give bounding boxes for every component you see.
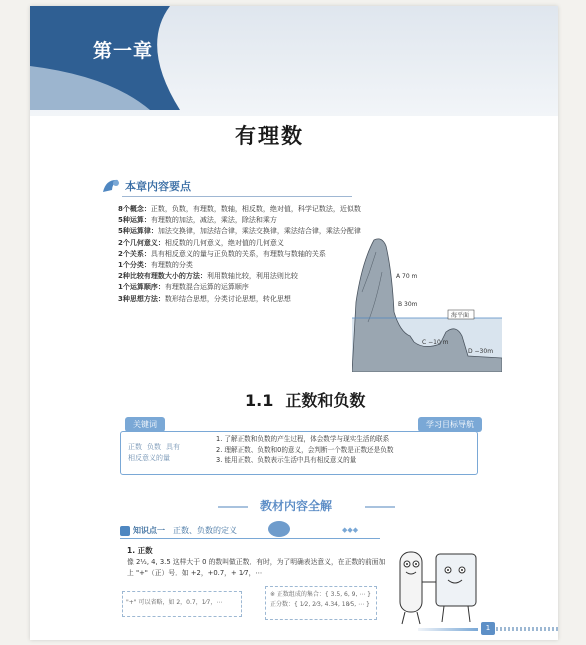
banner-left-rule <box>218 506 248 508</box>
keyword: 正数 <box>128 443 142 451</box>
footer-bar <box>418 628 478 631</box>
summary-row-label: 1个运算顺序： <box>118 283 165 292</box>
summary-row-label: 2种比较有理数大小的方法： <box>118 272 207 281</box>
difficulty-dots: ◆◆◆ <box>342 526 359 534</box>
content-banner: 教材内容全解 <box>260 499 333 513</box>
section-number: 1.1 <box>245 391 274 410</box>
keyword: 负数 <box>147 443 161 451</box>
summary-row <box>118 226 368 237</box>
definition-title: 1. 正数 <box>127 546 153 555</box>
summary-row-text: 相反数的几何意义，绝对值的几何意义 <box>164 238 284 247</box>
summary-row-label: 3种思想方法： <box>118 294 165 303</box>
summary-row <box>118 282 368 293</box>
label-d: D −30m <box>468 348 494 355</box>
mascot-icon <box>100 176 122 196</box>
summary-row-text: 利用数轴比较，利用法则比较 <box>206 272 298 281</box>
summary-row-text: 具有相反意义的量与正负数的关系，有理数与数轴的关系 <box>150 249 326 258</box>
summary-row-text: 加法交换律，加法结合律，乘法交换律，乘法结合律，乘法分配律 <box>157 227 361 236</box>
summary-row-label: 5种运算律： <box>118 227 158 236</box>
summary-row-label: 2个几何意义： <box>118 238 165 247</box>
goals-list <box>216 434 393 466</box>
summary-row <box>118 204 368 215</box>
summary-row-text: 有理数的分类 <box>150 261 193 270</box>
summary-row-text: 有理数混合运算的运算顺序 <box>164 283 249 292</box>
summary-row-label: 1个分类： <box>118 261 151 270</box>
badge-icon <box>268 521 290 537</box>
summary-row <box>118 238 368 249</box>
summary-row-text: 有理数的加法，减法，乘法，除法和乘方 <box>150 216 277 225</box>
summary-divider <box>122 196 352 197</box>
summary-row <box>118 260 368 271</box>
summary-row <box>118 294 368 305</box>
cartoon-characters-illustration <box>392 542 492 626</box>
arrow-icon <box>120 526 130 536</box>
chapter-title: 有理数 <box>235 124 304 148</box>
textbook-page <box>30 6 558 640</box>
section-name: 正数和负数 <box>285 391 366 410</box>
goal-item: 2. 理解正数、负数和0的意义，会判断一个数是正数还是负数 <box>216 445 394 454</box>
goal-item: 3. 能用正数、负数表示生活中具有相反意义的量 <box>216 456 357 464</box>
summary-row <box>118 215 368 226</box>
cliff-sea-level-figure <box>352 232 502 372</box>
page-number: 1 <box>481 622 495 635</box>
summary-heading-text: 本章内容要点 <box>125 180 191 193</box>
section-title <box>245 388 365 411</box>
summary-row <box>118 271 368 282</box>
label-sea-level: 海平面 <box>451 312 470 319</box>
goals-tab: 学习目标导航 <box>418 417 482 432</box>
summary-row-label: 2个关系： <box>118 249 151 258</box>
knowledge-point-title: 正数、负数的定义 <box>173 526 237 535</box>
keyword: 相反意义的量 <box>128 454 170 462</box>
note-left-text: "+" 可以省略，如 2，0.7，1⁄7，⋯ <box>126 599 223 606</box>
summary-list <box>118 204 368 305</box>
goal-item: 1. 了解正数和负数的产生过程，体会数学与现实生活的联系 <box>216 435 390 443</box>
definition-text: 像 2¹⁄₂, 4, 3.5 这样大于 0 的数叫做正数．有时，为了明确表达意义，在正数的前面加上 "+"（正）号．如 +2，+0.7，+ 1⁄7，⋯ <box>127 558 386 577</box>
keywords-list <box>128 442 198 464</box>
summary-row-label: 8个概念： <box>118 205 151 213</box>
label-a: A 70 m <box>396 273 418 280</box>
knowledge-point-divider <box>120 538 380 539</box>
summary-heading <box>100 176 191 196</box>
summary-row-text: 数形结合思想，分类讨论思想，转化思想 <box>164 294 291 303</box>
chapter-label: 第一章 <box>93 40 154 62</box>
footer-stripe <box>496 627 558 631</box>
keywords-tab: 关键词 <box>125 417 165 432</box>
summary-row-text: 正数，负数，有理数，数轴，相反数，绝对值，科学记数法，近似数 <box>150 205 361 213</box>
summary-row-label: 5种运算： <box>118 216 151 225</box>
label-b: B 30m <box>398 301 418 308</box>
note-right-text: ※ 正数组成的集合：{ 3.5, 6, 9, ⋯ } 正分数：{ 1⁄2, 2⁄3, 4.34, 18⁄5, ⋯ } <box>270 591 372 608</box>
label-c: C −10 m <box>422 339 449 346</box>
summary-row <box>118 249 368 260</box>
banner-right-rule <box>365 506 395 508</box>
keyword: 具有 <box>166 443 180 451</box>
knowledge-point-label: 知识点一 <box>133 526 165 535</box>
knowledge-point-heading <box>120 525 237 536</box>
